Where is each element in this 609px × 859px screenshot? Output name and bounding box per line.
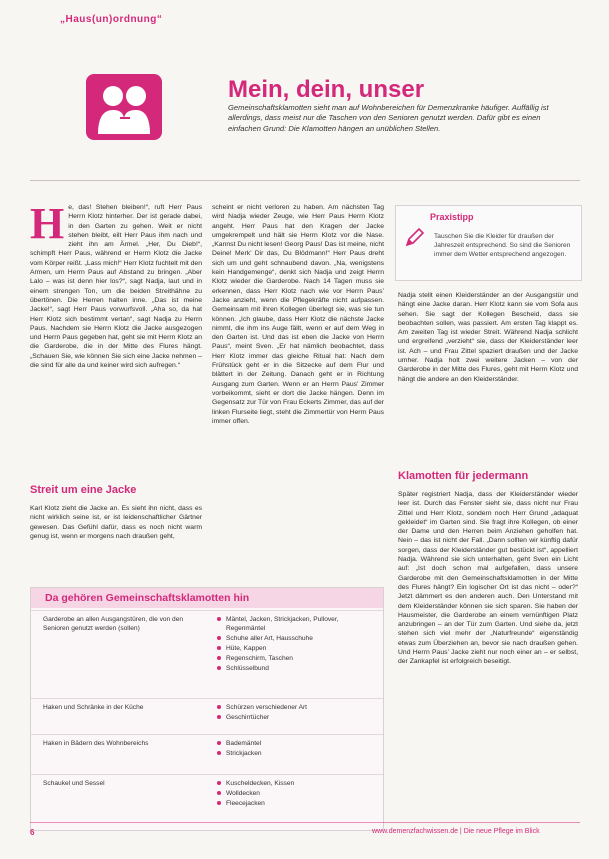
table-item: Schlüsselbund [217, 664, 377, 673]
table-items [217, 703, 377, 723]
table-item: Regenschirm, Taschen [217, 654, 377, 663]
table-place: Garderobe an allen Ausgangstüren, die von den Senioren genutzt werden (sollen) [43, 616, 184, 632]
table-row [31, 734, 383, 767]
column-1-body: Karl Klotz zieht die Jacke an. Es sieht ihn nicht, dass es nicht wirklich seine ist, er ist leidenschaftlicher Gärtner gewesen. Das Gefühl dafür, dass es noch nicht warm genug ist, wenn er morgens nach draußen geht, [30, 505, 202, 540]
table-items [217, 779, 377, 809]
table-row [31, 698, 383, 731]
column-3-body-1: Nadja stellt einen Kleiderständer an der Ausgangstür und hängt eine Jacke daran. Herr Klotz kann sie vom Sofa aus sehen. Sie sagt der Kollegen Bescheid, dass sie beobachten sollen, was passiert. Am ersten Tag klappt es. Am zweiten Tag ist wieder Streit. Während Nadja schlicht und ergreifend „verzieht“ sie, dass der Kleiderständer leer ist. Ach – und Frau Zittel spaziert draußen und der Jacke umher. Nadja holt zwei weitere Jacken – von der Garderobe in der Mitte des Flures, geht mit Herrn Klotz und hängt die andere an den Kleiderständer. [398, 292, 578, 383]
page-number: 6 [30, 828, 35, 837]
table-item: Wolldecken [217, 789, 377, 798]
table-row [31, 774, 383, 825]
table-item: Strickjacken [217, 749, 377, 758]
article-subtitle: Gemeinschaftsklamotten sieht man auf Wohnbereichen für Demenzkranke häufiger. Auffällig ist allerdings, dass meist nur die Taschen von den Senioren genutzt werden. Dafür gibt es einen einfachen Grund: Die Klamotten hängen an unüblichen Stellen. [228, 103, 549, 133]
heading-streit: Streit um eine Jacke [30, 484, 137, 496]
table-items [217, 615, 377, 674]
table-item: Fleecejacken [217, 799, 377, 808]
column-2: scheint er nicht verloren zu haben. Am nächsten Tag wird Nadja wieder Zeuge, wie Herr Paus Herrn Klotz angeht. Herr Paus hat den Kragen der Jacke umgekrempelt und hält sie Herrn Klotz vor die Nase. „Kannst Du nicht lesen! Georg Paus! Das ist meine, nicht Deine! Merk’ Dir das, Du Blödmann!“ Herr Paus dreht sich um und geht schnaubend davon. „Na, wenigstens kein Handgemenge“, denkt sich Nadja und zeigt Herrn Klotz wieder die Garderobe. Nach 14 Tagen muss sie erkennen, dass Herr Klotz nach wie vor Herrn Paus’ Jacke anzieht, wenn die Pflegekräfte nicht aufpassen. Gemeinsam mit ihren Kollegen überlegt sie, was sie tun können. „Ich glaube, dass Herr Klotz die nächste Jacke nimmt, die ihm ins Auge fällt, wenn er auf dem Weg in den Garten ist. Und das ist eben die Jacke von Herrn Paus“, meint Sven. „Er hat nämlich beobachtet, dass Herr Klotz immer das gleiche Ritual hat: Nach dem Frühstück geht er in die Sitzecke auf dem Flur und blättert in der Zeitung. Danach geht er in Richtung Ausgang zum Garten. Wenn er an Herrn Paus’ Zimmer vorbeikommt, sieht er dort die Jacke hängen. Denn im Gegensatz zur Tür von Frau Eckerts Zimmer, das auf der linken Flurseite liegt, steht die Zimmertür von Herrn Paus immer offen. [212, 204, 384, 425]
tip-text: Tauschen Sie die Kleider für draußen der Jahreszeit entsprechend. So sind die Senioren immer dem Wetter entsprechend angezogen. [434, 233, 571, 258]
table-item: Geschirrtücher [217, 713, 377, 722]
table-items [217, 739, 377, 759]
column-1-intro: e, das! Stehen bleiben!“, ruft Herr Paus Herrn Klotz hinterher. Der ist gerade dabei, in den Garten zu gehen. Weit er nicht stehen bleibt, eilt Herr Paus ihm nach und zieht ihn am Ärmel. „Her, Du Dieb!“, schimpft Herr Paus, während er Herrn Klotz die Jacke vom Körper reißt. „Lass mich!“ Herr Klotz fuchtelt mit den Armen, um Herrn Paus auf Abstand zu bringen. „Aber Lalo – was ist denn hier los?“, sagt Nadja, laut und in einem strengen Ton, um die beiden Streithähne zu übertönen. Die Herren halten inne. „Das ist meine Jacke!“, sagt Herr Paus vorwurfsvoll. „Aha so, da hat Herr Klotz sich bestimmt vertan“, sagt Nadja zu Herrn Paus. Nachdem sie Herrn Klotz die Jacke ausgezogen und Herrn Paus gegeben hat, geht sie mit Herrn Klotz an die Garderobe, die in der Mitte des Flures hängt. „Schauen Sie, wie können Sie sich eine Jacke nehmen – die sind für alle da und keiner wird sich aufregen.“ [30, 204, 202, 370]
people-icon [86, 74, 162, 140]
column-1 [30, 199, 202, 370]
table-title: Da gehören Gemeinschaftsklamotten hin [45, 592, 250, 604]
table-item: Schürzen verschiedener Art [217, 703, 377, 712]
tip-title: Praxistipp [430, 212, 474, 222]
table-place: Schaukel und Sessel [43, 780, 105, 787]
column-3-body-2: Später registriert Nadja, dass der Kleiderständer wieder leer ist. Durch das Fenster sieht sie, dass nicht nur Frau Zittel und Herr Klotz, sondern noch Herr Grund „adaquat gekleidet“ im Garten sind. Sie fragt ihre Kollegen, ob einer der Dame und den Herren beim Anziehen geholfen hat. Nein – das ist nicht der Fall. „Dann sollten wir künftig dafür sorgen, dass der Kleiderständer gut bestückt ist“, appelliert Nadja. Während sie sich unterhalten, geht Sven ein Licht auf: „Ist doch schon mal aufgefallen, dass unsere Garderobe mit den Gemeinschaftsklamotten in der Mitte des Flures hängt? Ein logischer Ort ist das nicht – oder?“ Jetzt dämmert es den anderen auch. Den Unterstand mit dem Kleiderständer können sie sich sparen. Sie haben der Hausmeister, die Garderobe an einem vernünftigen Platz anzubringen – an der Tür zum Garten. Und siehe da, jetzt stehen sich viel mehr der „Naturfreunde“ eigenständig etwas zum Überziehen an, bevor sie nach draußen gehen. Und Herrn Paus’ Jacke zieht nur noch einer an – er selbst, der Zankapfel ist erfolgreich beseitigt. [398, 491, 578, 666]
article-title: Mein, dein, unser [228, 76, 425, 103]
table-item: Kuscheldecken, Kissen [217, 779, 377, 788]
footer-website-link[interactable]: www.demenzfachwissen.de | Die neue Pflege im Blick [372, 828, 540, 835]
table-place: Haken in Bädern des Wohnbereichs [43, 740, 149, 747]
placement-table [30, 587, 384, 831]
heading-klamotten: Klamotten für jedermann [398, 470, 529, 482]
table-item: Bademäntel [217, 739, 377, 748]
pencil-icon [404, 226, 426, 248]
table-row [31, 610, 383, 695]
table-item: Schuhe aller Art, Hausschuhe [217, 634, 377, 643]
drop-cap: H [30, 199, 65, 248]
header-divider [30, 180, 580, 181]
table-item: Hüte, Kappen [217, 644, 377, 653]
footer-divider [30, 822, 580, 823]
section-label: „Haus(un)ordnung“ [60, 14, 163, 25]
tip-box [395, 205, 582, 281]
table-item: Mäntel, Jacken, Strickjacken, Pullover, Regenmäntel [217, 615, 377, 633]
table-place: Haken und Schränke in der Küche [43, 704, 144, 711]
